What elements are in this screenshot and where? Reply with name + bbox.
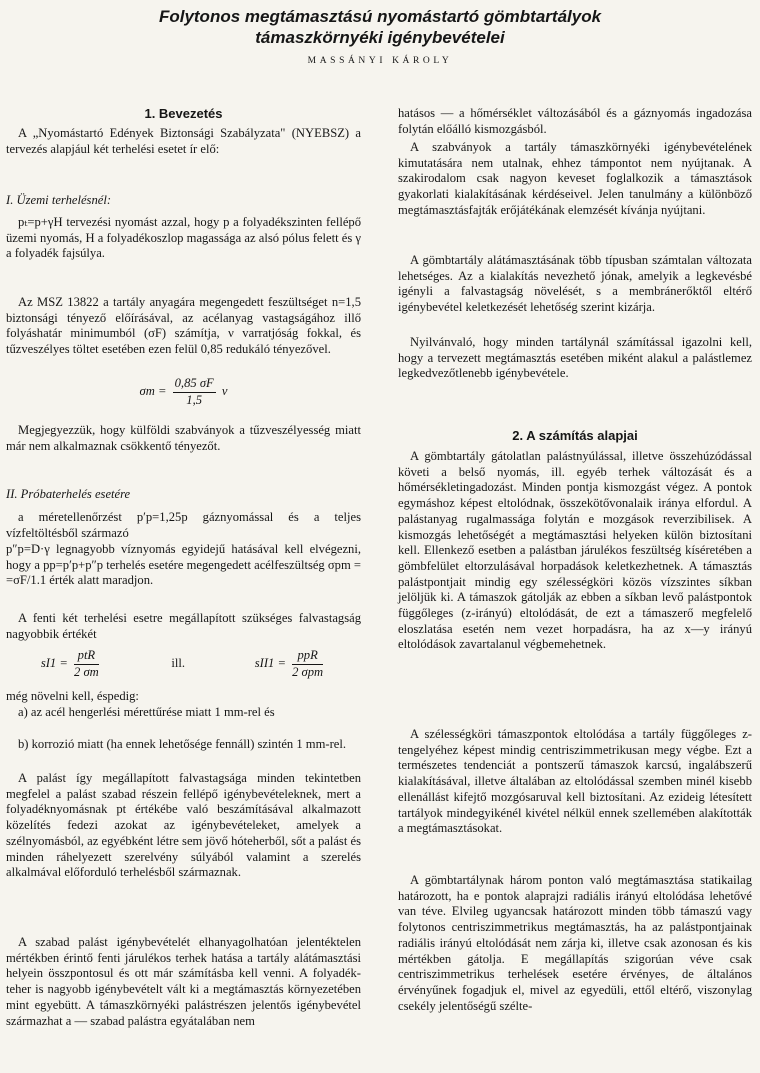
list-item-a: a) az acél hengerlési mérettűrése miatt 1 mm-rel és xyxy=(18,705,275,719)
paragraph-wall-adequacy: A palást így megállapított falvastagsága minden tekintetben megfelel a palást szabad részein fellépő igénybevételeknek, mert a folyadéknyomásnak pt értékébe való beszámításával alkalmazott közelítés fedezi azokat az igénybevételeket, amelyek a szélnyomásból, az egyébként létre sem jövő hóteherből, sőt a palást és minden ráhelyezett szerelvény súlyából valamint a szerelés alkalmával előforduló terhelésből származnak. xyxy=(6,771,361,880)
paragraph-continued: hatásos — a hőmérséklet változásából és a gáznyomás ingadozása folytán előálló kismozgásból. xyxy=(398,106,752,136)
formula-2b-fraction xyxy=(292,648,323,680)
formula-wall-thickness xyxy=(6,648,361,680)
paragraph-case-1: pₜ=p+γH tervezési nyomást azzal, hogy p a folyadékszinten fellépő üzemi nyomás, H a folyadékoszlop magassága az alsó pólus felett és γ a folyadék fajsúlya. xyxy=(6,215,361,261)
left-column xyxy=(6,0,361,1073)
formula-1-denominator: 1,5 xyxy=(186,392,203,407)
formula-1-rhs: ν xyxy=(221,384,228,399)
formula-2a-numerator: ptR xyxy=(74,648,99,665)
paragraph-case-2-b: p″p=D·γ legnagyobb víznyomás egyidejű hatásával kell elvégezni, hogy a pp=p′p+p″p terhelés esetére megengedett acélfeszültség σpm = =σF/1.1 érték alatt maradjon. xyxy=(6,542,362,588)
formula-allowable-stress xyxy=(6,376,361,408)
formula-2a-fraction xyxy=(74,648,99,680)
formula-2b-lhs: sII1 = xyxy=(254,656,286,671)
paragraph-increase: még növelni kell, éspedig: xyxy=(6,689,139,703)
formula-2-separator: ill. xyxy=(171,656,186,671)
paragraph-obvious: Nyilvánvaló, hogy minden tartálynál számítással igazolni kell, hogy a tervezett megtámasztás esetében miként alakul a palástlemez legkedvezőtlenebb igénybevétele. xyxy=(398,335,752,381)
paragraph-allowable-stress: Az MSZ 13822 a tartály anyagára megengedett feszültséget n=1,5 biztonsági tényező előírásával, az acélanyag vastagságához illő folyáshatár minimumból (σF) számítja, ν varratjóság fokkal, és tűzveszélyes töltet esetében ezen felül 0,85 redukáló tényezővel. xyxy=(6,295,361,357)
paragraph-wall-thickness: A fenti két terhelési esetre megállapított szükséges falvastagság nagyobbik értékét xyxy=(6,611,361,641)
formula-2b-denominator: 2 σpm xyxy=(292,664,324,679)
case-1-heading: I. Üzemi terhelésnél: xyxy=(6,193,112,207)
formula-2b xyxy=(255,648,326,680)
formula-1-numerator: 0,85 σF xyxy=(173,376,216,393)
section-heading-calculation-basis: 2. A számítás alapjai xyxy=(512,428,638,443)
title-line-2: támaszkörnyéki igénybevételei xyxy=(255,28,505,47)
formula-2a xyxy=(41,648,102,680)
paragraph-basis-2: A szélességköri támaszpontok eltolódása a tartály függőleges z-tengelyéhez képest mindig centriszimmetrikusan megy végbe. Ezt a természetes tendenciát a pontszerű támaszok karcsú, ingalábszerű kialakításával, illetve általában az eltolódással szemben minél kisebb ellenállást kifejtő mozgósaruval kell biztosítani. Az ezideig létesített tartályok mindegyikénél kivétel nélkül ennek szellemében alakították a megtámasztásokat. xyxy=(398,727,752,836)
formula-2a-denominator: 2 σm xyxy=(74,664,99,679)
formula-1-fraction xyxy=(173,376,216,408)
paragraph-basis-1: A gömbtartály gátolatlan palástnyúlással, illetve összehúzódással követi a belső nyomás, ill. egyéb terhek változását és a hőmérsékletingadozást. Minden pontja kismozgást végez. A pontok egymáshoz képest eltolódnak, összekötővonalaik iránya elfordul. A palástanyag rugalmassága folytán e mozgások reverzibilisek. A kismozgás lehetőségét a megtámasztási helyeken külön biztosítani kell. Ellenkező esetben a palástban járulékos feszültség kíséretében a gömbfelület eltorzulásával horpadások keletkezhetnek. A támasztás palástpontjait mindig egy szélességköri közös vízszintes síkban jelöljük ki. A támaszok gátolják az ebben a síkban levő palástpontok függőleges (z-irányú) eltolódását, de ezt a támaszerő megfelelő eloszlatása esetén nem vezet horpadásra, ha az x—y irányú eltolódások zavartalanul végbemehetnek. xyxy=(398,449,752,652)
right-column xyxy=(398,0,752,1073)
title-line-1: Folytonos megtámasztású nyomástartó gömbtartályok xyxy=(158,7,602,26)
paragraph-support-types: A gömbtartály alátámasztásának több típusban számtalan változata lehetséges. Az a kialakítás nevezhető jónak, amelyik a legkevésbé igényli a falvastagság növelését, s a membránerőktől eltérő igénybevétel keletkezését lehetőség szerint kizárja. xyxy=(398,253,752,315)
case-2-heading: II. Próbaterhelés esetére xyxy=(6,487,131,501)
author: MASSÁNYI KÁROLY xyxy=(307,56,453,66)
formula-1-lhs: σm = xyxy=(139,384,167,399)
formula-2a-lhs: sI1 = xyxy=(40,656,68,671)
paragraph-free-shell: A szabad palást igénybevételét elhanyagolhatóan jelentéktelen mértékben érintő fenti járulékos terhek hatása a tartály alátámasztási helyein összpontosul és ott már számításba kell venni. A folyadék-teher is nagyobb igénybevételt vált ki a megtámasztás környezetében mint egyebütt. A támaszkörnyéki palástrészen jelentős igénybevétel származhat a — szabad palástra egyátalában nem xyxy=(6,935,361,1028)
list-item-b: b) korrozió miatt (ha ennek lehetősége fennáll) szintén 1 mm-rel. xyxy=(18,737,347,751)
paragraph-foreign-standards: Megjegyezzük, hogy külföldi szabványok a tűzveszélyesség miatt már nem alkalmaznak csökkentő tényezőt. xyxy=(6,423,361,453)
section-heading-introduction: 1. Bevezetés xyxy=(144,106,223,121)
paragraph-standards: A szabványok a tartály támaszkörnyéki igénybevételének kimutatására nem utalnak, ehhez támpontot nem nyújtanak. A szakirodalom csak nagyon keveset foglalkozik a támasztások gyakorlati kialakításának kérdéseivel. Jelen tanulmány a különböző megtámasztásfajták erőjátékának elemzését kívánja nyújtani. xyxy=(398,140,752,217)
formula-2b-numerator: ppR xyxy=(292,648,323,665)
paragraph-intro: A „Nyomástartó Edények Biztonsági Szabályzata" (NYEBSZ) a tervezés alapjául két terhelési esetet ír elő: xyxy=(6,126,361,156)
paragraph-case-2-a: a méretellenőrzést p′p=1,25p gáznyomással és a teljes vízfeltöltésből származó xyxy=(6,510,361,540)
paragraph-basis-3: A gömbtartálynak három ponton való megtámasztása statikailag határozott, ha e pontok alaprajzi radiális irányú eltolódása lehetővé van téve. Elvileg ugyancsak határozott minden több támaszú vagy folytonos centriszimmetrikus megtámasztás, ha az palástpontjainak radiális irányú eltolódását nem zárja ki, illetve csak azonosan és kis mértékben gátolja. E megállapítás szigorúan véve csak centriszimmetrikus terhelések esetére érvényes, de általános érvényűnek fogadjuk el, mivel az egyedüli, ettől eltérő, viszonylag csekély jelentőségű szélte- xyxy=(398,873,752,1013)
